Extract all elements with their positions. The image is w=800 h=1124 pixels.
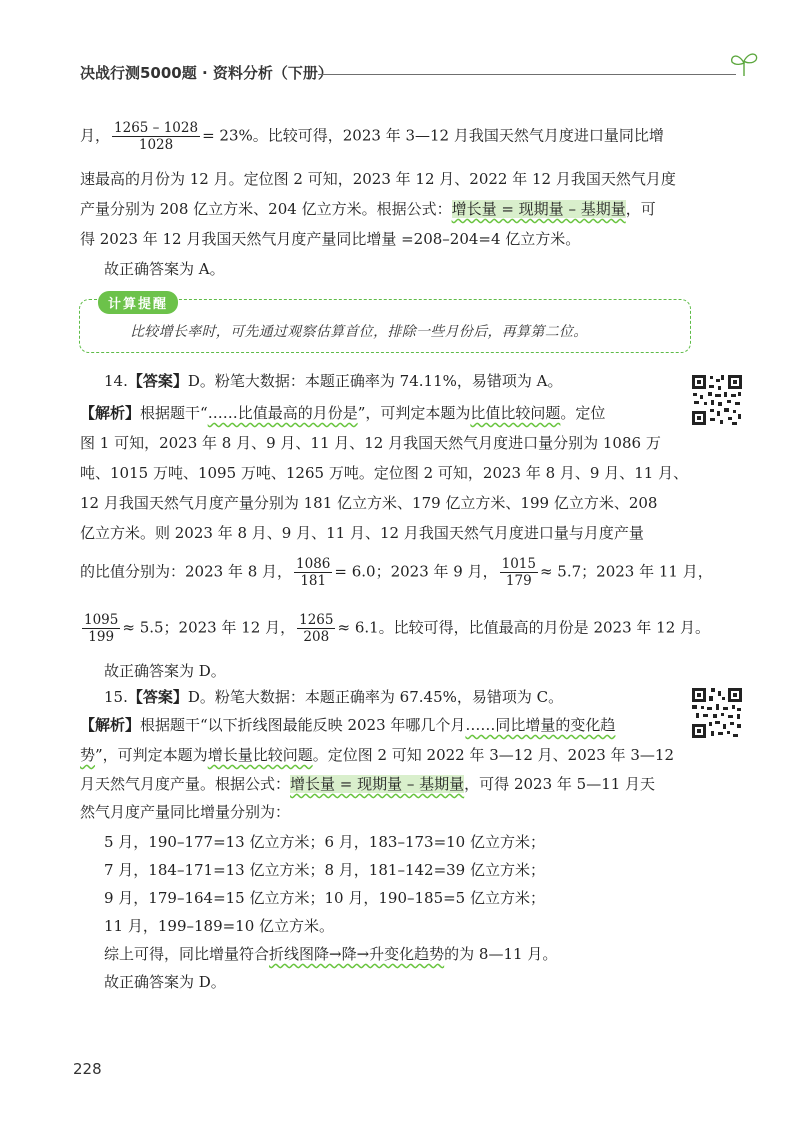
intro-line-1: 月， $\frac{1265 - 1028}{1028}$ = 23%。比较可得，2023 年 3—12 月我国天然气月度进口量同比增 xyxy=(80,120,664,153)
q14-analysis-line-4: 12 月我国天然气月度产量分别为 181 亿立方米、179 亿立方米、199 亿立方米、208 xyxy=(80,494,658,512)
q14-analysis-line-5: 亿立方米。则 2023 年 8 月、9 月、11 月、12 月我国天然气月度进口量与月度产量 xyxy=(80,524,644,542)
intro-line-3: 产量分别为 208 亿立方米、204 亿立方米。根据公式：增长量 = 现期量 – 基期量，可 xyxy=(80,200,656,218)
q15-conclusion: 故正确答案为 D。 xyxy=(104,973,226,991)
q15-calc-line-4: 11 月，199–189=10 亿立方米。 xyxy=(104,917,335,935)
intro-line-4: 得 2023 年 12 月我国天然气月度产量同比增量 =208–204=4 亿立方米。 xyxy=(80,230,581,248)
tip-text: 比较增长率时，可先通过观察估算首位，排除一些月份后，再算第二位。 xyxy=(130,324,588,340)
fraction: $\frac{1265}{208}$ xyxy=(299,612,334,645)
q14-analysis-line-1: 【解析】根据题干“……比值最高的月份是”，可判定本题为比值比较问题。定位 xyxy=(80,404,606,422)
q15-analysis-line-1: 【解析】根据题干“以下折线图最能反映 2023 年哪几个月……同比增量的变化趋 xyxy=(80,716,616,734)
q14-ratio-line-2: $\frac{1095}{199}$ ≈ 5.5；2023 年 12 月， $\frac{1265}{208}$ ≈ 6.1。比较可得，比值最高的月份是 2023 年 12 月。 xyxy=(84,612,711,645)
q15-calc-line-1: 5 月，190–177=13 亿立方米；6 月，183–173=10 亿立方米； xyxy=(104,833,545,851)
q15-summary: 综上可得，同比增量符合折线图降→降→升变化趋势的为 8—11 月。 xyxy=(104,945,558,963)
q14-analysis-line-3: 吨、1015 万吨、1095 万吨、1265 万吨。定位图 2 可知，2023 年 8 月、9 月、11 月、 xyxy=(80,464,689,482)
formula-highlight: 增长量 = 现期量 – 基期量 xyxy=(290,775,465,793)
q15-calc-line-3: 9 月，179–164=15 亿立方米；10 月，190–185=5 亿立方米； xyxy=(104,889,545,907)
q14-analysis-line-2: 图 1 可知，2023 年 8 月、9 月、11 月、12 月我国天然气月度进口量分别为 1086 万 xyxy=(80,434,661,452)
fraction: $\frac{1015}{179}$ xyxy=(501,556,536,589)
q15-analysis-line-2: 势”，可判定本题为增长量比较问题。定位图 2 可知 2022 年 3—12 月、2023 年 3—12 xyxy=(80,746,675,764)
q14-answer: 14.【答案】D。粉笔大数据：本题正确率为 74.11%，易错项为 A。 xyxy=(104,372,563,390)
fraction: $\frac{1095}{199}$ xyxy=(84,612,119,645)
q14-ratio-line-1: 的比值分别为：2023 年 8 月， $\frac{1086}{181}$ = 6.0；2023 年 9 月， $\frac{1015}{179}$ ≈ 5.7；2023 年 11 月， xyxy=(80,556,713,589)
qr-code-icon[interactable] xyxy=(690,686,744,740)
intro-conclusion: 故正确答案为 A。 xyxy=(104,260,225,278)
tip-label: 计算提醒 xyxy=(98,291,178,314)
q15-analysis-line-3: 月天然气月度产量。根据公式：增长量 = 现期量 – 基期量，可得 2023 年 5—11 月天 xyxy=(80,775,656,793)
qr-code-icon[interactable] xyxy=(690,373,744,427)
q14-conclusion: 故正确答案为 D。 xyxy=(104,662,226,680)
q15-answer: 15.【答案】D。粉笔大数据：本题正确率为 67.45%，易错项为 C。 xyxy=(104,688,564,706)
formula-highlight: 增长量 = 现期量 – 基期量 xyxy=(451,200,626,218)
q15-calc-line-2: 7 月，184–171=13 亿立方米；8 月，181–142=39 亿立方米； xyxy=(104,861,545,879)
book-title: 决战行测5000题 · 资料分析（下册） xyxy=(80,64,333,82)
sprout-icon xyxy=(728,48,760,78)
header-rule xyxy=(318,74,736,75)
page-header xyxy=(80,62,760,92)
fraction: $\frac{1086}{181}$ xyxy=(296,556,331,589)
q15-analysis-line-4: 然气月度产量同比增量分别为： xyxy=(80,803,291,821)
page-number: 228 xyxy=(73,1060,102,1078)
fraction: $\frac{1265 - 1028}{1028}$ xyxy=(114,120,199,153)
intro-line-2: 速最高的月份为 12 月。定位图 2 可知，2023 年 12 月、2022 年 12 月我国天然气月度 xyxy=(80,170,676,188)
